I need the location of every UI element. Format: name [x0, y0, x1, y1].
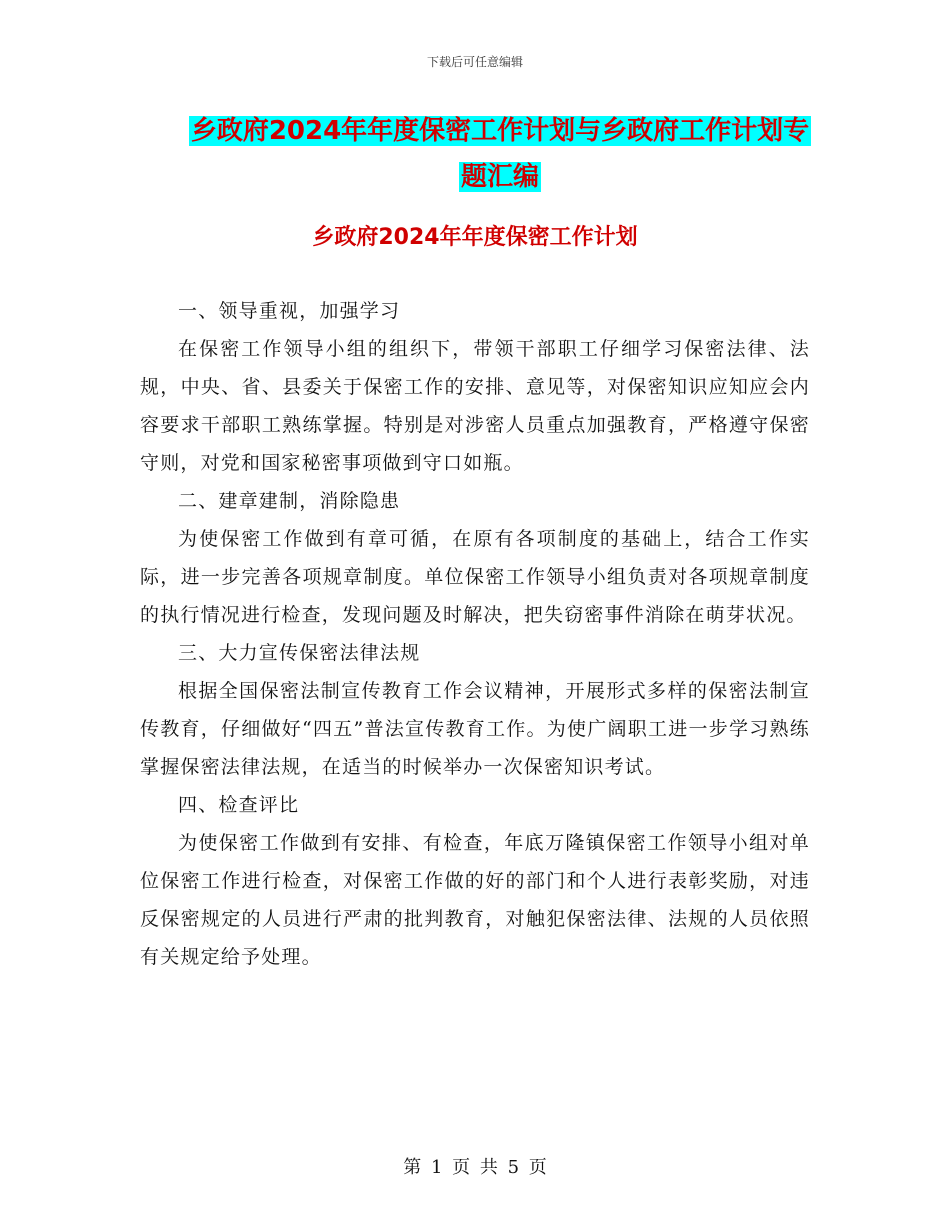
document-title-line1: 乡政府2024年年度保密工作计划与乡政府工作计划专	[190, 116, 810, 146]
section-title: 乡政府2024年年度保密工作计划	[312, 225, 638, 250]
paragraph-regulations: 为使保密工作做到有章可循，在原有各项制度的基础上，结合工作实际，进一步完善各项规章制度。单位保密工作领导小组负责对各项规章制度的执行情况进行检查，发现问题及时解决，把失窃密事件消除在萌芽状况。	[140, 528, 810, 626]
document-body	[140, 292, 810, 976]
heading-regulations: 二、建章建制，消除隐患	[178, 490, 401, 512]
document-title-line2: 题汇编	[460, 162, 539, 192]
heading-leadership: 一、领导重视，加强学习	[178, 300, 401, 322]
heading-publicity: 三、大力宣传保密法律法规	[178, 642, 421, 664]
paragraph-leadership: 在保密工作领导小组的组织下，带领干部职工仔细学习保密法律、法规，中央、省、县委关于保密工作的安排、意见等，对保密知识应知应会内容要求干部职工熟练掌握。特别是对涉密人员重点加强教育，严格遵守保密守则，对党和国家秘密事项做到守口如瓶。	[140, 338, 810, 474]
paragraph-inspection: 为使保密工作做到有安排、有检查，年底万隆镇保密工作领导小组对单位保密工作进行检查，对保密工作做的好的部门和个人进行表彰奖励，对违反保密规定的人员进行严肃的批判教育，对触犯保密法律、法规的人员依照有关规定给予处理。	[140, 832, 810, 968]
paragraph-publicity: 根据全国保密法制宣传教育工作会议精神，开展形式多样的保密法制宣传教育，仔细做好“四五”普法宣传教育工作。为使广阔职工进一步学习熟练掌握保密法律法规，在适当的时候举办一次保密知识考试。	[140, 680, 810, 778]
document-title	[150, 108, 850, 200]
header-note: 下载后可任意编辑	[426, 55, 523, 69]
page-number: 第 1 页 共 5 页	[403, 1157, 547, 1178]
heading-inspection: 四、检查评比	[178, 794, 300, 816]
